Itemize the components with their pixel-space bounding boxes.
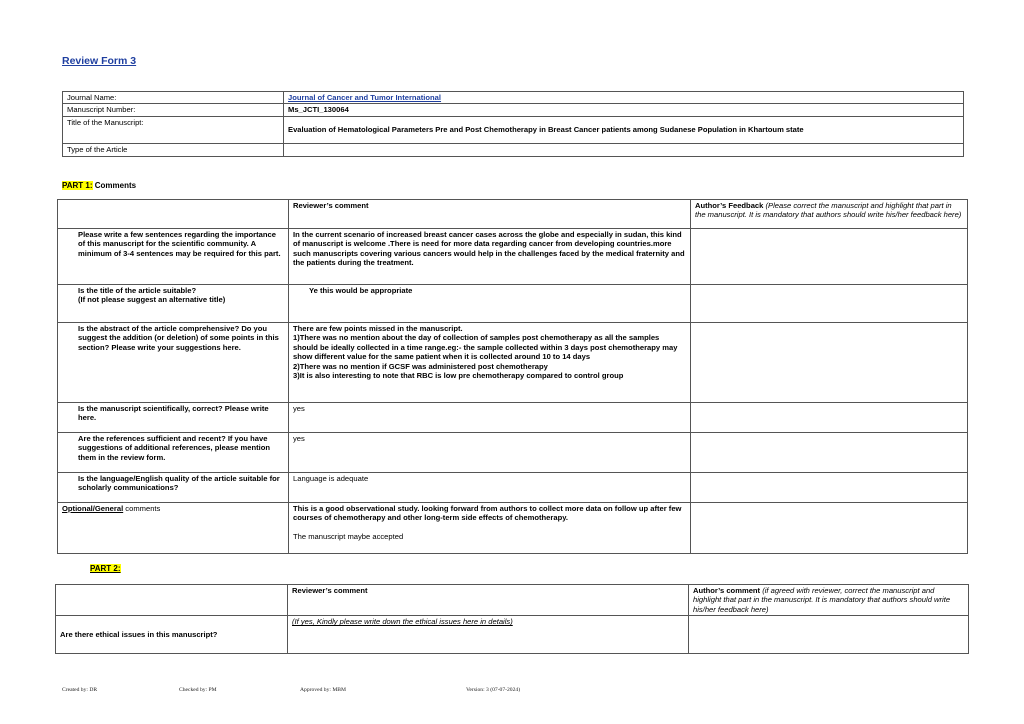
table-row [58,433,968,473]
part2-heading [90,564,121,573]
part1-heading [62,181,136,190]
footer-created: Created by: DR [62,687,98,693]
manuscript-title-value: Evaluation of Hematological Parameters Pre and Post Chemotherapy in Breast Cancer patients among Sudanese Population in Khartoum state [284,116,964,143]
part2-ethics-table [55,584,969,654]
question-language: Is the language/English quality of the article suitable for scholarly communications? [58,473,289,503]
form-title: Review Form 3 [62,55,137,67]
question-importance: Please write a few sentences regarding the importance of this manuscript for the scientific community. A minimum of 3-4 sentences may be required for this part. [58,229,289,285]
article-type-value [284,143,964,156]
table-row [58,403,968,433]
footer-checked: Checked by: PM [179,687,217,693]
question-ethical: Are there ethical issues in this manuscript? [56,616,288,654]
part1-header-row [58,200,968,229]
comment-references: yes [289,433,691,473]
footer-approved: Approved by: MBM [300,687,346,693]
part2-blank-header [56,585,288,616]
author-comment-cell[interactable] [689,616,969,654]
author-feedback-cell[interactable] [691,473,968,503]
comment-general: This is a good observational study. looking forward from authors to collect more data on follow up after few courses of chemotherapy and other long-term side effects of chemotherapy. The manuscript maybe accepted [289,503,691,554]
question-general: Optional/General comments [58,503,289,554]
comment-abstract: There are few points missed in the manuscript. 1)There was no mention about the day of collection of samples post chemotherapy as all the samples should be ideally collected in a time range.eg:- the sample collected within 3 days post chemotherapy may show different value for the same patient when it is collected around 10 to 14 days 2)There was no mention if GCSF was administered post chemotherapy 3)It is also interesting to note that RBC is low pre chemotherapy compared to control group [289,323,691,403]
table-row [58,285,968,323]
author-feedback-header: Author’s Feedback (Please correct the manuscript and highlight that part in the manuscript. It is mandatory that authors should write his/her feedback here) [691,200,968,229]
part1-label-suffix: Comments [92,181,137,190]
comment-ethical: (If yes, Kindly please write down the ethical issues here in details) [288,616,689,654]
manuscript-title-row [63,116,964,143]
author-feedback-cell[interactable] [691,503,968,554]
footer-version: Version: 3 (07-07-2024) [466,687,521,693]
manuscript-title-label: Title of the Manuscript: [63,116,284,143]
manuscript-info-table [62,91,964,157]
journal-label: Journal Name: [63,92,284,104]
table-row [58,323,968,403]
article-type-row [63,143,964,156]
comment-title-suitable: Ye this would be appropriate [289,285,691,323]
part2-author-header: Author’s comment (if agreed with reviewer, correct the manuscript and highlight that part in the manuscript. It is mandatory that authors should write his/her feedback here) [689,585,969,616]
author-feedback-cell[interactable] [691,229,968,285]
reviewer-comment-header: Reviewer’s comment [289,200,691,229]
table-row [58,503,968,554]
part1-blank-header [58,200,289,229]
author-feedback-cell[interactable] [691,285,968,323]
comment-scientific: yes [289,403,691,433]
comment-importance: In the current scenario of increased breast cancer cases across the globe and especially in sudan, this kind of manuscript is welcome .There is need for more data regarding cancer from developing countries.more such manuscripts covering various cancers would help in the challenges faced by the medical fraternity and the patients during the treatment. [289,229,691,285]
manuscript-number-label: Manuscript Number: [63,104,284,116]
author-feedback-cell[interactable] [691,403,968,433]
manuscript-number-value: Ms_JCTI_130064 [284,104,964,116]
author-feedback-cell[interactable] [691,433,968,473]
part1-comments-table [57,199,968,554]
author-feedback-cell[interactable] [691,323,968,403]
part1-label: PART 1: [62,181,93,190]
comment-language: Language is adequate [289,473,691,503]
table-row [58,229,968,285]
part2-label: PART 2: [90,564,121,573]
part2-header-row [56,585,969,616]
question-scientific: Is the manuscript scientifically, correct? Please write here. [58,403,289,433]
journal-row [63,92,964,104]
question-abstract: Is the abstract of the article comprehensive? Do you suggest the addition (or deletion) of some points in this section? Please write your suggestions here. [58,323,289,403]
article-type-label: Type of the Article [63,143,284,156]
question-references: Are the references sufficient and recent? If you have suggestions of additional references, please mention them in the review form. [58,433,289,473]
part2-reviewer-header: Reviewer’s comment [288,585,689,616]
table-row [56,616,969,654]
table-row [58,473,968,503]
manuscript-number-row [63,104,964,116]
question-title-suitable: Is the title of the article suitable? (If not please suggest an alternative title) [58,285,289,323]
journal-link[interactable]: Journal of Cancer and Tumor International [288,93,442,102]
